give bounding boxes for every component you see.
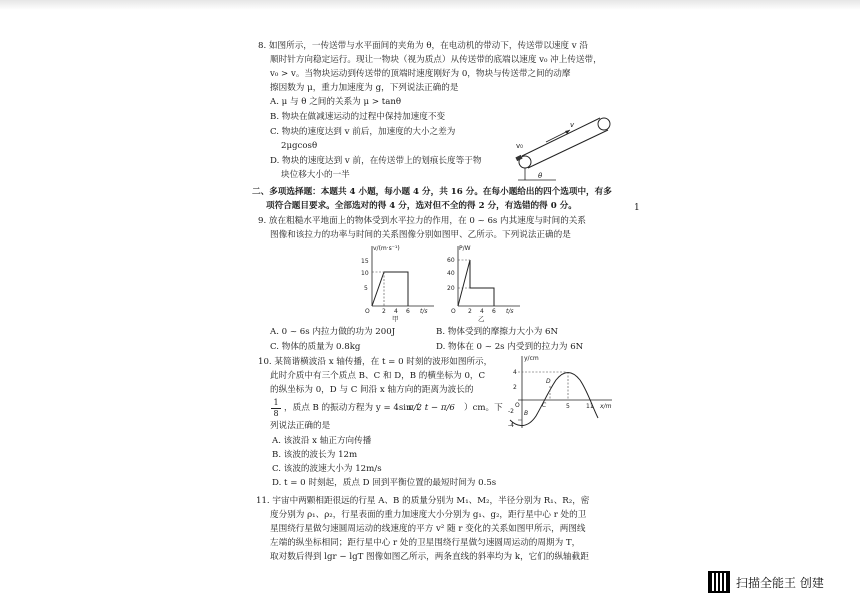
- section-2-line-1: 二、多项选择题：本题共 4 小题，每小题 4 分，共 16 分。在每小题给出的四个选项中，有多: [252, 187, 612, 197]
- q10-line-4: ，质点 B 的振动方程为 y = 4sin（: [284, 403, 421, 413]
- q10-option-b: B. 该波的波长为 12m: [272, 450, 358, 460]
- wave-ylabel: y/cm: [524, 355, 539, 362]
- graph-jia-origin: O: [365, 308, 370, 315]
- section-2-line-2: 项符合题目要求。全部选对的得 4 分，选对但不全的得 2 分，有选错的得 0 分。: [266, 201, 577, 211]
- graph-yi-ytick-60: 60: [447, 257, 455, 264]
- wave-ytick-2: 2: [513, 384, 517, 391]
- graph-jia-caption: 甲: [392, 315, 399, 322]
- q8-line-1: 8. 如图所示，一传送带与水平面间的夹角为 θ，在电动机的带动下，传送带以速度 v 沿: [258, 41, 588, 51]
- graph-yi-origin: O: [451, 308, 456, 315]
- graph-yi-ytick-20: 20: [447, 285, 455, 292]
- q8-line-3: v₀ > v。当物块运动到传送带的顶端时速度刚好为 0，物块与传送带之间的动摩: [270, 69, 571, 79]
- q10-phase: π/2 t − π/6: [408, 403, 455, 413]
- graph-jia-ytick-5: 5: [364, 285, 368, 292]
- q10-option-c: C. 该波的波速大小为 12m/s: [272, 464, 382, 474]
- label-theta: θ: [538, 172, 543, 180]
- graph-yi-ylabel: P/W: [459, 245, 471, 252]
- q9-line-2: 图像和该拉力的功率与时间的关系图像分别如图甲、乙所示。下列说法正确的是: [270, 230, 571, 240]
- scanner-brand: 扫描全能王 创建: [736, 575, 824, 590]
- graph-jia-ylabel: v/(m·s⁻¹): [373, 245, 400, 252]
- wave-ytick-neg4: -4: [508, 422, 514, 429]
- q8-option-c: C. 物块的速度达到 v 前后，加速度的大小之差为: [270, 127, 456, 137]
- graph-yi-xtick-4: 4: [480, 308, 484, 315]
- q9-line-1: 9. 放在粗糙水平地面上的物体受到水平拉力的作用，在 0 ~ 6s 内其速度与时间的关系: [258, 216, 586, 226]
- q11-line-2: 度分别为 ρ₁、ρ₂，行星表面的重力加速度大小分别为 g₁、g₂，距行星中心 r 处的卫: [270, 510, 587, 520]
- q10-line-2: 此时介质中有三个质点 B、C 和 D，B 的横坐标为 0，C: [270, 371, 486, 381]
- q10-fraction-num: 1: [271, 398, 281, 409]
- scan-edge: [0, 0, 860, 10]
- graph-yi: [444, 242, 524, 322]
- conveyor-figure: [508, 116, 618, 186]
- graph-jia-xtick-2: 2: [382, 308, 386, 315]
- q9-option-b: B. 物体受到的摩擦力大小为 6N: [436, 327, 559, 337]
- wave-origin: O: [515, 402, 520, 409]
- graph-jia-ytick-15: 15: [361, 258, 369, 265]
- wave-point-d: D: [546, 378, 551, 385]
- graph-jia-xtick-4: 4: [394, 308, 398, 315]
- wave-xtick-11: 11: [586, 403, 594, 410]
- graph-yi-xtick-2: 2: [468, 308, 472, 315]
- q8-line-4: 擦因数为 μ，重力加速度为 g，下列说法正确的是: [270, 83, 459, 93]
- q8-option-d-cont: 块位移大小的一半: [281, 170, 350, 180]
- wave-xlabel: x/m: [600, 403, 612, 410]
- q10-line-5: 列说法正确的是: [270, 421, 331, 431]
- wave-point-b: B: [524, 410, 529, 417]
- q8-option-b: B. 物块在做减速运动的过程中保持加速度不变: [270, 112, 446, 122]
- graph-yi-ytick-40: 40: [447, 270, 455, 277]
- exam-page: [252, 40, 618, 600]
- side-page-number: 1: [634, 203, 640, 213]
- wave-ytick-neg2: -2: [508, 408, 514, 415]
- q11-line-1: 11. 宇宙中两颗相距很远的行星 A、B 的质量分别为 M₁、M₂，半径分别为 R₁、R₂，密: [256, 496, 590, 506]
- graph-jia: [358, 242, 438, 322]
- q9-option-c: C. 物体的质量为 0.8kg: [270, 342, 361, 352]
- q10-fraction-den: 8: [273, 409, 279, 418]
- qr-code-icon: [708, 571, 730, 593]
- q8-option-a: A. μ 与 θ 之间的关系为 μ > tanθ: [270, 97, 402, 107]
- graph-jia-ytick-10: 10: [361, 270, 369, 277]
- graph-yi-caption: 乙: [478, 315, 485, 322]
- q11-line-4: 左端的纵坐标相同；距行星中心 r 处的卫星围绕行星做匀速圆周运动的周期为 T，: [270, 538, 581, 548]
- graph-yi-xlabel: t/s: [506, 308, 514, 315]
- q8-option-c-cont: 2μgcosθ: [281, 141, 318, 151]
- label-v0: v₀: [516, 142, 523, 150]
- graph-yi-xtick-6: 6: [492, 308, 496, 315]
- q11-line-3: 星围绕行星做匀速圆周运动的线速度的平方 v² 随 r 变化的关系如图甲所示，两图线: [270, 524, 586, 534]
- q11-line-5: 取对数后得到 lgr − lgT 图像如图乙所示，两条直线的斜率均为 k，它们的纵轴截距: [270, 552, 589, 562]
- q10-line-1: 10. 某简谐横波沿 x 轴传播，在 t = 0 时刻的波形如图所示，: [258, 357, 493, 367]
- graph-jia-xtick-6: 6: [406, 308, 410, 315]
- q10-fraction: [271, 398, 281, 419]
- wave-point-c: C: [542, 402, 547, 409]
- graph-jia-xlabel: t/s: [420, 308, 428, 315]
- label-v: v: [570, 121, 575, 129]
- q10-option-d: D. t = 0 时刻起，质点 D 回到平衡位置的最短时间为 0.5s: [272, 478, 497, 488]
- q8-line-2: 顺时针方向稳定运行。现让一物块（视为质点）从传送带的底端以速度 v₀ 冲上传送带，: [270, 55, 602, 65]
- q8-option-d: D. 物块的速度达到 v 前，在传送带上的划痕长度等于物: [270, 156, 482, 166]
- q10-option-a: A. 该波沿 x 轴正方向传播: [272, 436, 372, 446]
- q10-line-3: 的纵坐标为 0，D 与 C 间沿 x 轴方向的距离为波长的: [270, 385, 474, 395]
- scanner-watermark: [708, 570, 824, 594]
- q10-line-4-end: ）cm。下: [464, 403, 503, 413]
- wave-ytick-4: 4: [513, 369, 517, 376]
- q9-option-a: A. 0 ~ 6s 内拉力做的功为 200J: [270, 327, 396, 337]
- q9-option-d: D. 物体在 0 ~ 2s 内受到的拉力为 6N: [436, 342, 584, 352]
- wave-graph: [504, 352, 616, 432]
- wave-xtick-5: 5: [566, 403, 570, 410]
